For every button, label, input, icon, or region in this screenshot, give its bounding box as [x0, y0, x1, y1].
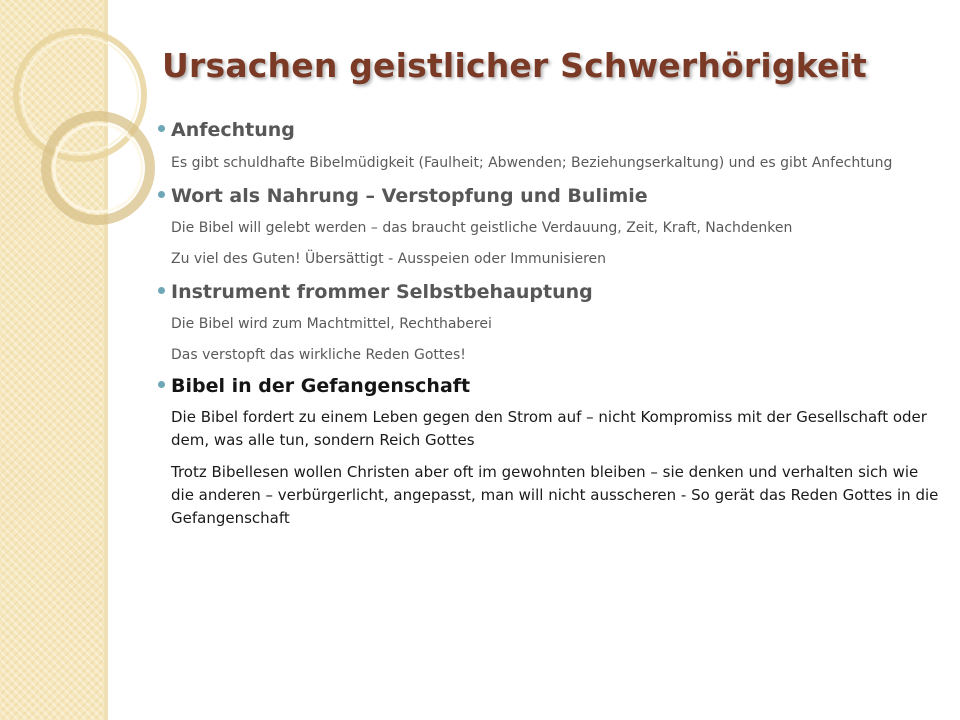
section-paragraph: Die Bibel fordert zu einem Leben gegen den Strom auf – nicht Kompromiss mit der Gesellschaft oder dem, was alle tun, sondern Reich Gottes [171, 408, 927, 449]
slide-title: Ursachen geistlicher Schwerhörigkeit [162, 46, 868, 85]
section-wort-als-nahrung [171, 182, 941, 210]
bullet-icon [158, 191, 165, 198]
section-heading: Bibel in der Gefangenschaft [171, 375, 471, 397]
section-paragraph: Das verstopft das wirkliche Reden Gottes! [171, 347, 466, 363]
bullet-icon [158, 381, 165, 388]
section-paragraph: Trotz Bibellesen wollen Christen aber oft im gewohnten bleiben – sie denken und verhalten sich wie die anderen – verbürgerlicht, angepasst, man will nicht ausscheren - So gerät das Reden Gottes in die Gefangenschaft [171, 463, 939, 527]
section-heading: Wort als Nahrung – Verstopfung und Bulimie [171, 185, 648, 207]
slide-content [171, 116, 941, 530]
section-heading: Anfechtung [171, 119, 295, 141]
section-paragraph: Die Bibel wird zum Machtmittel, Rechthaberei [171, 316, 492, 332]
bullet-icon [158, 287, 165, 294]
section-heading: Instrument frommer Selbstbehauptung [171, 281, 593, 303]
section-anfechtung [171, 116, 941, 144]
section-paragraph: Es gibt schuldhafte Bibelmüdigkeit (Faulheit; Abwenden; Beziehungserkaltung) und es gibt Anfechtung [171, 155, 893, 171]
section-gefangenschaft [171, 372, 941, 400]
section-paragraph: Zu viel des Guten! Übersättigt - Ausspeien oder Immunisieren [171, 251, 607, 267]
section-instrument [171, 278, 941, 306]
section-paragraph: Die Bibel will gelebt werden – das braucht geistliche Verdauung, Zeit, Kraft, Nachdenken [171, 220, 793, 236]
bullet-icon [158, 125, 165, 132]
